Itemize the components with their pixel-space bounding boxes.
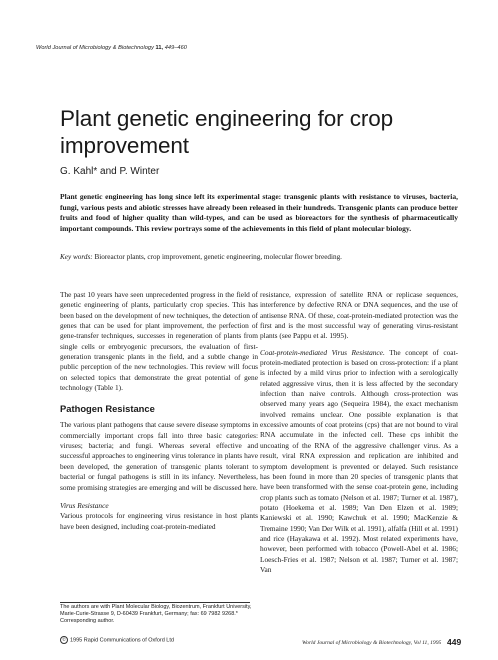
copyright-text: 1995 Rapid Communications of Oxford Ltd (70, 637, 174, 644)
keywords (60, 252, 458, 262)
author-footnote: The authors are with Plant Molecular Biology, Biozentrum, Frankfurt University, Marie-Curie-Strasse 9, D-60439 Frankfurt, Germany; fax: 69 7982 9268.* Corresponding author. (60, 604, 252, 625)
coat-protein-text: The concept of coat-protein-mediated protection is based on cross-protection: if a plant is infected by a mild virus prior to infection with a serologically related aggressive virus, then it is less affected by the secondary infection than naive controls. Although cross-protection was observed many years ago (Sequeira 1984), the exact mechanism involved remains unclear. One possible explanation is that excessive amounts of coat proteins (cps) that are not bound to viral RNA accumulate in the infected cell. These cps inhibit the uncoating of the RNA of the aggressive challenger virus. As a result, viral RNA expression and replication are inhibited and symptom development is prevented or delayed. Such resistance has been found in more than 20 species of transgenic plants that have been transformed with the sense coat-protein gene, including crop plants such as tomato (Nelson et al. 1987; Turner et al. 1987), potato (Hoekema et al. 1989; Van Den Elzen et al. 1989; Kaniewski et al. 1990; Kawchuk et al. 1990; MacKenzie & Tremaine 1990; Van Der Wilk et al. 1991), alfalfa (Hill et al. 1991) and rice (Hayakawa et al. 1992). Most related experiments have, however, been performed with tobacco (Powell-Abel et al. 1986; Loesch-Fries et al. 1987; Nelson et al. 1987; Turner et al. 1987; Van (260, 347, 458, 574)
right-column (260, 290, 458, 575)
pathogen-paragraph: The various plant pathogens that cause severe disease symptoms in commercially important crops fall into three basic categories: viruses; bacteria; and fungi. Whereas several effective and successful approaches to engineering virus tolerance in plants have been developed, the generation of transgenic plants tolerant to bacterial or fungal pathogens is still in its infancy. Nevertheless, some promising strategies are emerging and will be discussed here. (60, 420, 258, 492)
journal-header (36, 45, 187, 51)
subsection-heading-virus-resistance: Virus Resistance (60, 500, 109, 510)
intro-paragraph: The past 10 years have seen unprecedented progress in the field of genetic engineering of plants, particularly crop species. This has been based on the development of new techniques, the detection of genes that can be used for plant improvement, the perfection of gene-transfer techniques, successes in regeneration of plants from single cells or embryogenic precursors, the evaluation of first-generation transgenic plants in the field, and a subtle change in public perception of the new technologies. This review will focus on selected topics that demonstrate the great potential of gene technology (Table 1). (60, 290, 258, 393)
abstract: Plant genetic engineering has long since left its experimental stage: transgenic plants with resistance to viruses, bacteria, fungi, various pests and abiotic stresses have already been released in their hundreds. Transgenic plants can produce better fruits and food of higher quality than wild-types, and can be used as bioreactors for the synthesis of pharmaceutically important compounds. This review portrays some of the achievements in this field of plant molecular biology. (60, 192, 458, 233)
keywords-label: Key words: (60, 253, 93, 261)
keywords-text: Bioreactor plants, crop improvement, genetic engineering, molecular flower breeding. (92, 253, 342, 261)
right-paragraph-1: resistance, expression of satellite RNA or replicase sequences, interference by defective RNA or DNA sequences, and the use of antisense RNA. Of these, coat-protein-mediated protection was the first and is the most successful way of generating virus-resistant plants (see Pappu et al. 1995). (260, 290, 458, 341)
journal-volume: 11, (155, 45, 164, 51)
coat-protein-heading: Coat-protein-mediated Virus Resistance. (260, 347, 385, 357)
coat-protein-paragraph (260, 348, 458, 576)
section-heading-pathogen-resistance: Pathogen Resistance (60, 403, 155, 415)
copyright-line (60, 636, 174, 644)
article-authors: G. Kahl* and P. Winter (60, 166, 160, 177)
footnote-divider (60, 602, 250, 603)
page-number: 449 (447, 637, 462, 647)
journal-name: World Journal of Microbiology & Biotechnology (36, 45, 154, 51)
copyright-icon: © (60, 636, 68, 644)
left-column (60, 290, 258, 532)
article-title: Plant genetic engineering for crop improvement (60, 106, 394, 159)
footer-journal: World Journal of Microbiology & Biotechnology, Vol 11, 1995 (302, 640, 442, 646)
virus-paragraph: Various protocols for engineering virus resistance in host plants have been designed, including coat-protein-mediated (60, 511, 258, 531)
journal-pages: 449–460 (164, 45, 187, 51)
